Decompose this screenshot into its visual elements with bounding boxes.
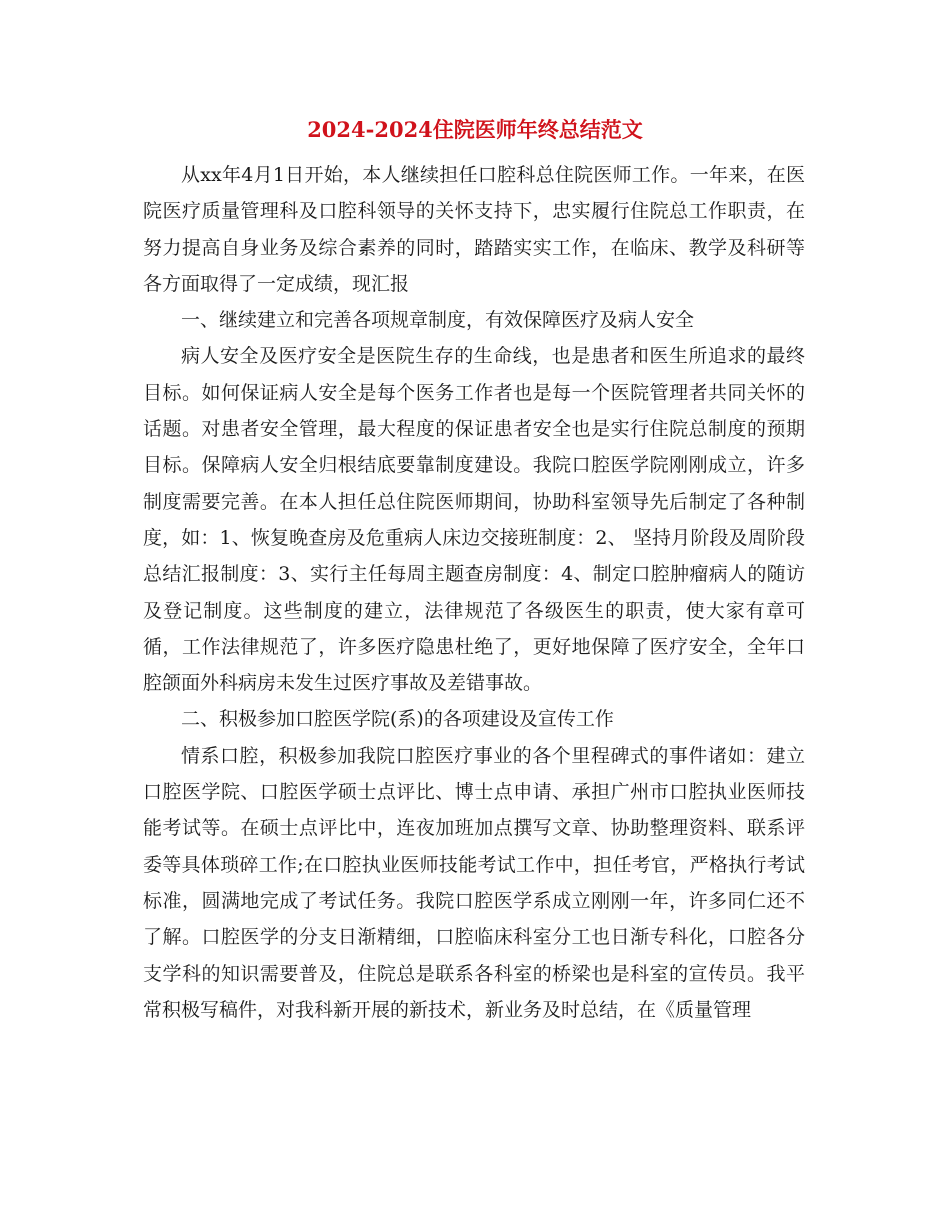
section-heading-1: 一、继续建立和完善各项规章制度，有效保障医疗及病人安全 <box>181 309 695 332</box>
paragraph-safety: 病人安全及医疗安全是医院生存的生命线，也是患者和医生所追求的最终目标。如何保证病人安全是每个医务工作者也是每一个医院管理者共同关怀的话题。对患者安全管理，最大程度的保证患者安全也是实行住院总制度的预期目标。保障病人安全归根结底要靠制度建设。我院口腔医学院刚刚成立，许多制度需要完善。在本人担任总住院医师期间，协助科室领导先后制定了各种制度，如：1、恢复晚查房及危重病人床边交接班制度：2、 坚持月阶段及周阶段总结汇报制度：3、实行主任每周主题查房制度：4、制定口腔肿瘤病人的随访及登记制度。这些制度的建立，法律规范了各级医生的职责，使大家有章可循，工作法律规范了，许多医疗隐患杜绝了，更好地保障了医疗安全，全年口腔颌面外科病房未发生过医疗事故及差错事故。 <box>143 345 805 695</box>
document-body <box>143 157 805 1028</box>
document-title: 2024-2024住院医师年终总结范文 <box>307 117 643 142</box>
paragraph-intro: 从xx年4月1日开始，本人继续担任口腔科总住院医师工作。一年来，在医院医疗质量管理科及口腔科领导的关怀支持下，忠实履行住院总工作职责，在努力提高自身业务及综合素养的同时，踏踏实实工作，在临床、教学及科研等各方面取得了一定成绩，现汇报 <box>143 164 805 295</box>
section-heading-2: 二、积极参加口腔医学院(系)的各项建设及宣传工作 <box>181 708 614 731</box>
paragraph-promotion: 情系口腔，积极参加我院口腔医疗事业的各个里程碑式的事件诸如：建立口腔医学院、口腔医学硕士点评比、博士点申请、承担广州市口腔执业医师技能考试等。在硕士点评比中，连夜加班加点撰写文章、协助整理资料、联系评委等具体琐碎工作;在口腔执业医师技能考试工作中，担任考官，严格执行考试标准，圆满地完成了考试任务。我院口腔医学系成立刚刚一年，许多同仁还不了解。口腔医学的分支日渐精细，口腔临床科室分工也日渐专科化，口腔各分支学科的知识需要普及，住院总是联系各科室的桥梁也是科室的宣传员。我平常积极写稿件，对我科新开展的新技术，新业务及时总结，在《质量管理 <box>143 744 805 1021</box>
